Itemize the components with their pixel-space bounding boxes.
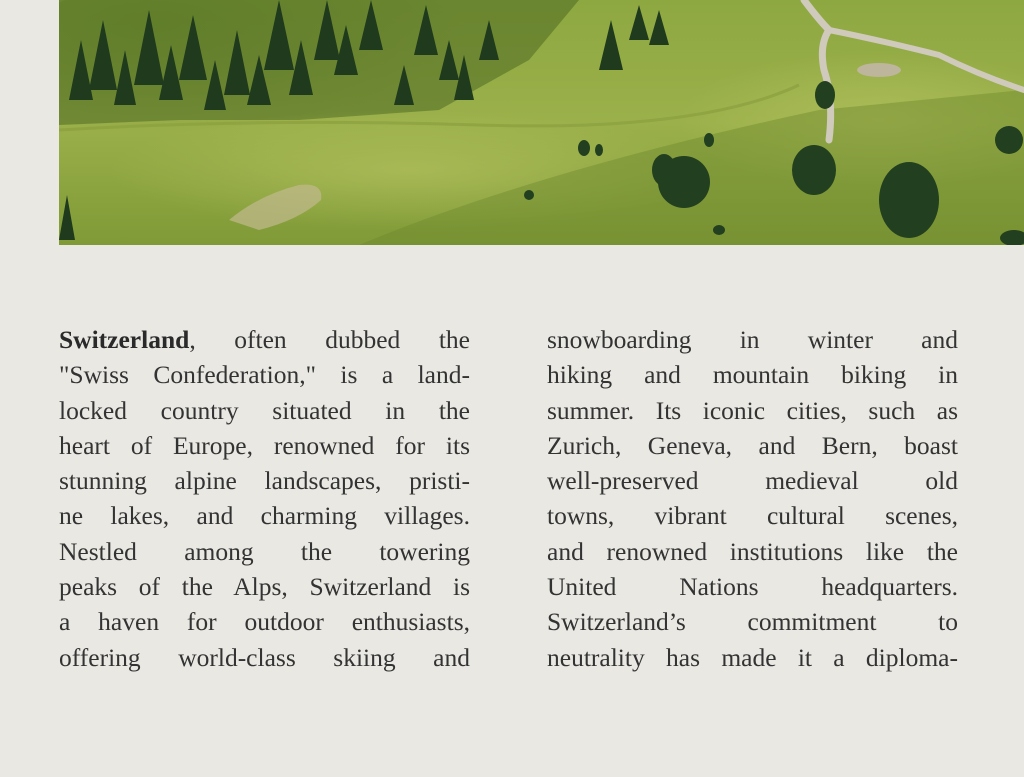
paragraph-line: Zurich, Geneva, and Bern, boast bbox=[547, 430, 958, 460]
paragraph-line: hiking and mountain biking in bbox=[547, 360, 958, 390]
paragraph-line: offering world-class skiing and bbox=[59, 642, 470, 672]
paragraph-line: "Swiss Confederation," is a land- bbox=[59, 360, 470, 390]
paragraph-line: a haven for outdoor enthusiasts, bbox=[59, 607, 470, 637]
paragraph-line: locked country situated in the bbox=[59, 395, 470, 425]
paragraph-line: snowboarding in winter and bbox=[547, 325, 958, 354]
paragraph-line: and renowned institutions like the bbox=[547, 536, 958, 566]
paragraph-line: neutrality has made it a diploma- bbox=[547, 642, 958, 672]
article-body bbox=[59, 322, 958, 682]
paragraph-line: United Nations headquarters. bbox=[547, 572, 958, 602]
paragraph-line: Nestled among the towering bbox=[59, 536, 470, 566]
paragraph-line: towns, vibrant cultural scenes, bbox=[547, 501, 958, 531]
paragraph-line: peaks of the Alps, Switzerland is bbox=[59, 572, 470, 602]
paragraph-line bbox=[59, 322, 470, 357]
alpine-meadow-photo bbox=[59, 0, 1024, 245]
paragraph-line: stunning alpine landscapes, pristi- bbox=[59, 466, 470, 496]
hero-image bbox=[59, 0, 1024, 245]
line-text: , often dubbed the bbox=[189, 325, 470, 354]
left-column bbox=[59, 322, 470, 675]
paragraph-line: summer. Its iconic cities, such as bbox=[547, 395, 958, 425]
paragraph-line: well-preserved medieval old bbox=[547, 466, 958, 496]
lead-word: Switzerland bbox=[59, 325, 190, 354]
paragraph-line: ne lakes, and charming villages. bbox=[59, 501, 470, 531]
right-column bbox=[547, 322, 958, 675]
paragraph-line: heart of Europe, renowned for its bbox=[59, 430, 470, 460]
paragraph-line: Switzerland’s commitment to bbox=[547, 607, 958, 637]
